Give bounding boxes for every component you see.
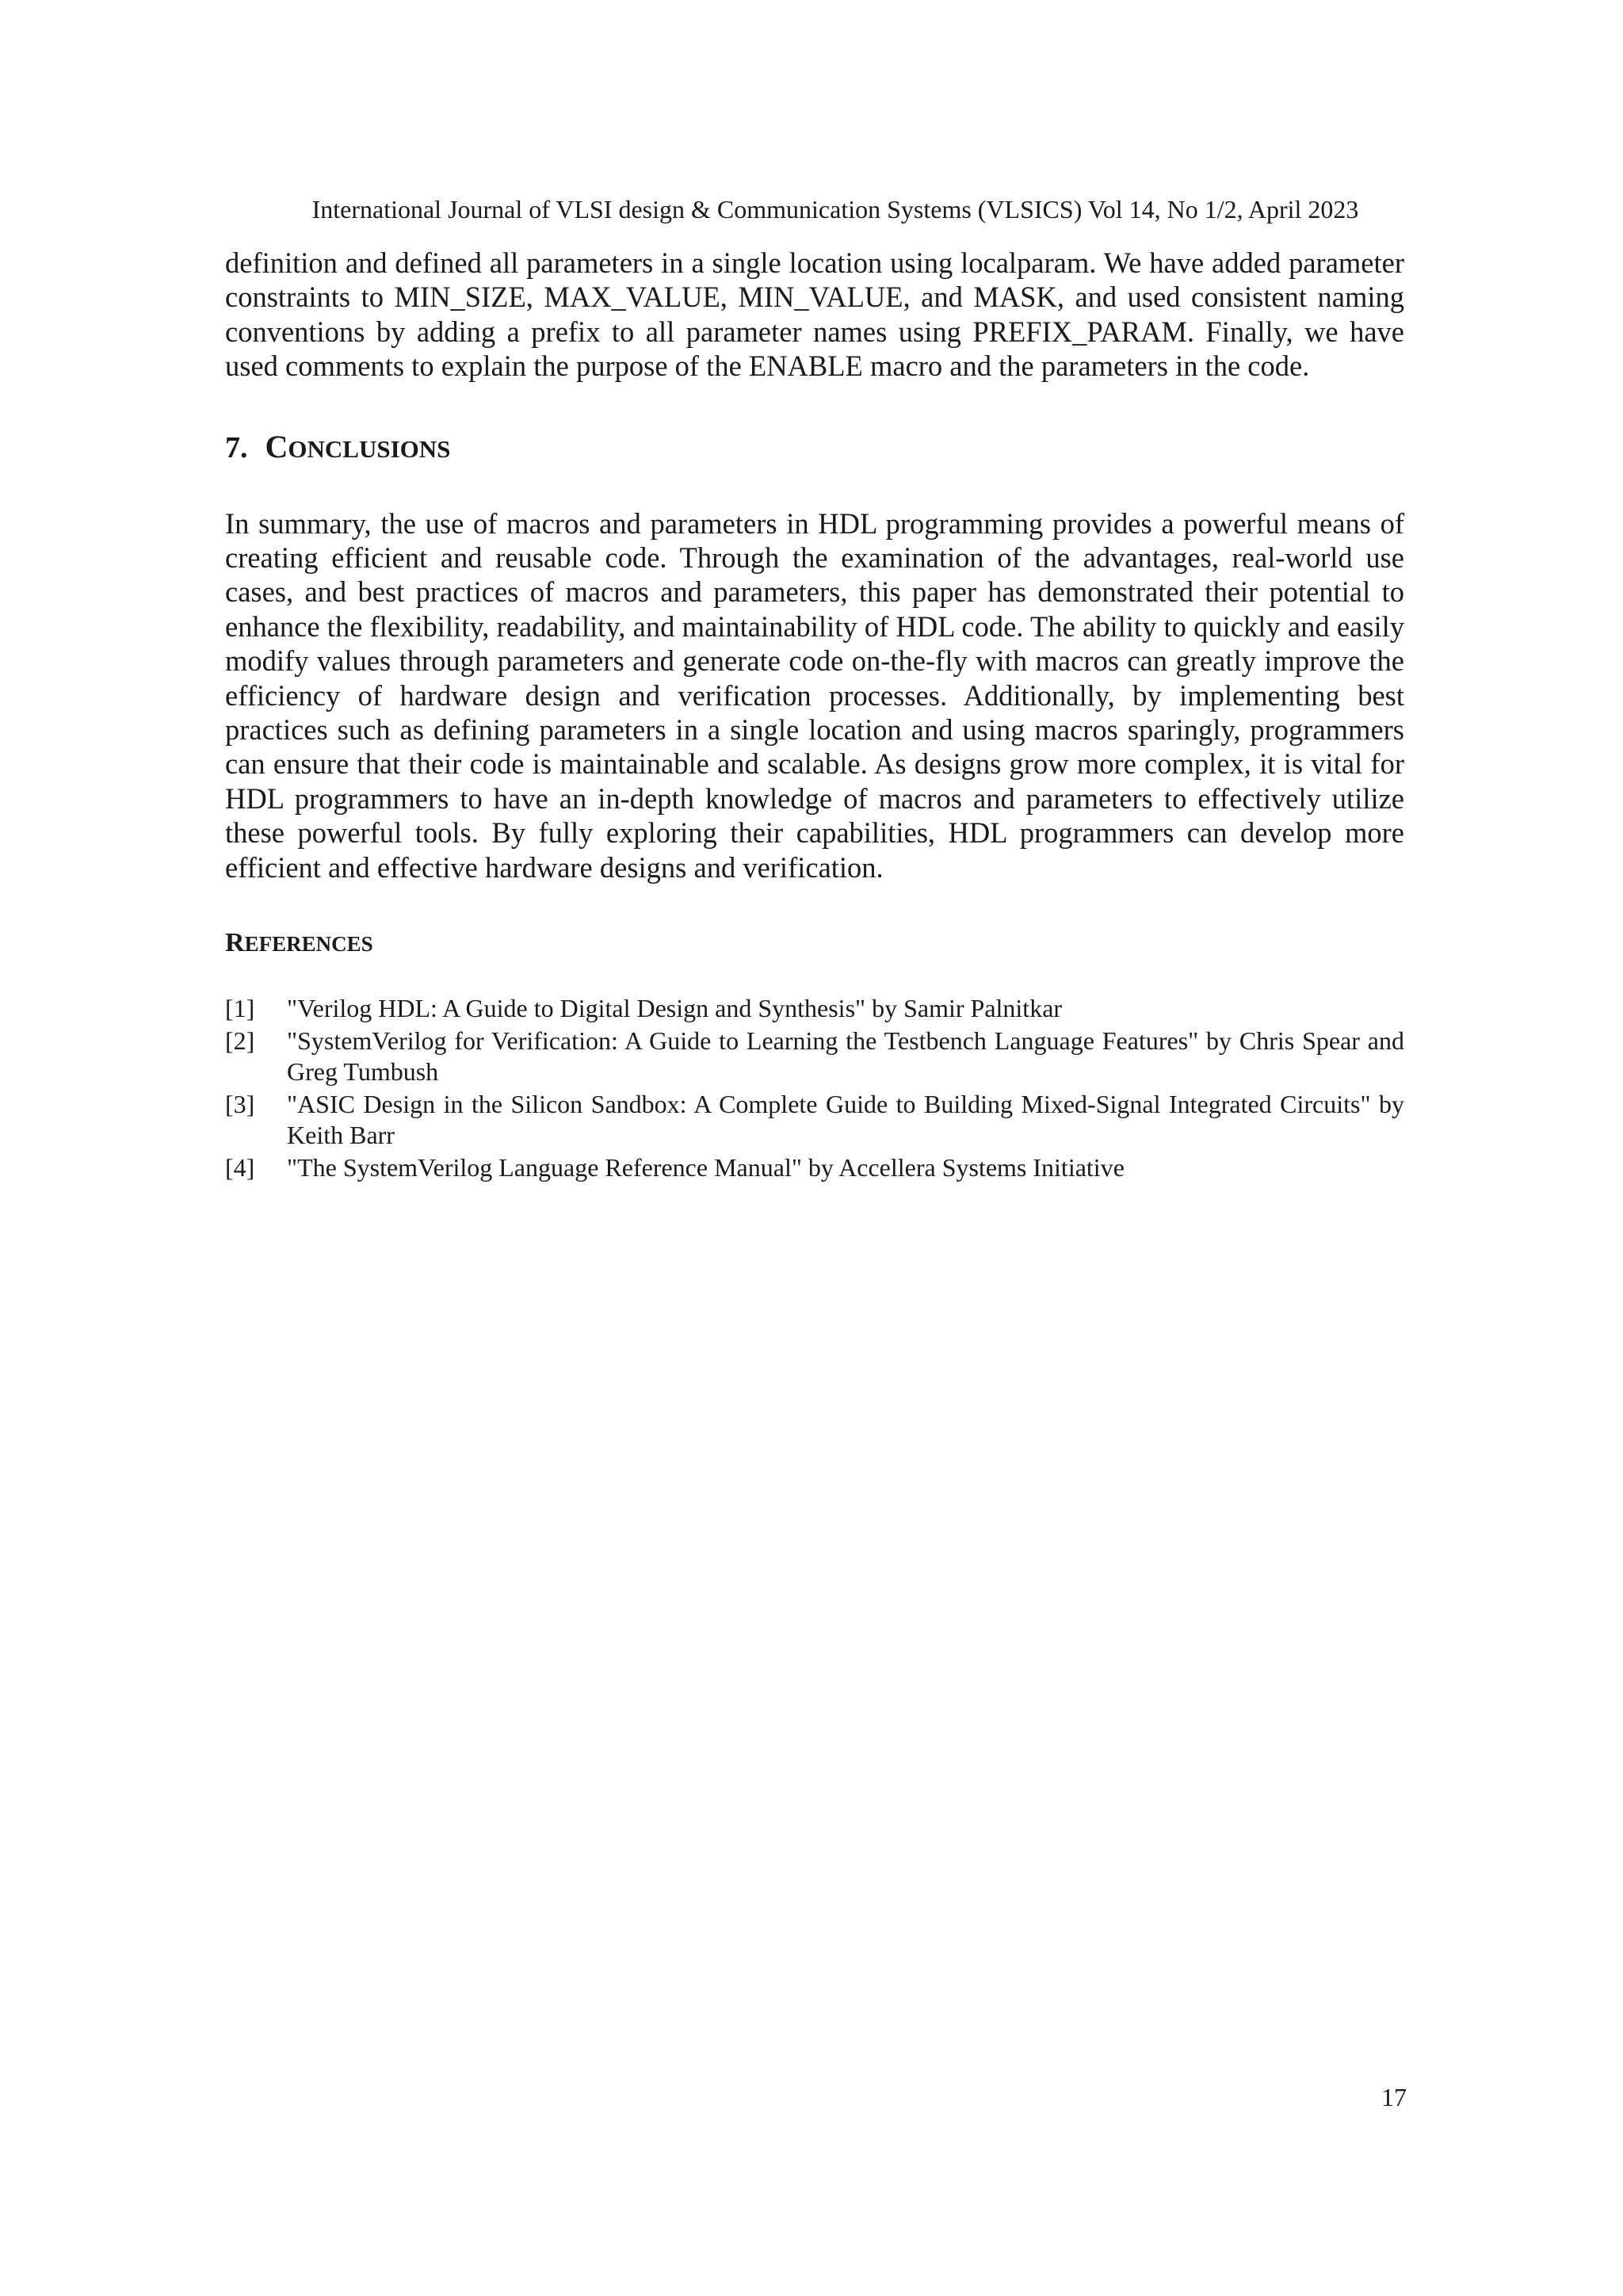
page-number: 17 (1381, 2083, 1407, 2111)
section-title-rest: ONCLUSIONS (288, 434, 451, 463)
references-title-initial: R (225, 928, 245, 958)
reference-item (225, 1026, 1404, 1087)
reference-item (225, 1152, 1404, 1183)
intro-paragraph: definition and defined all parameters in a single location using localparam. We have added parameter constraints to MIN_SIZE, MAX_VALUE, MIN_VALUE, and MASK, and used consistent naming conventions by adding a prefix to all parameter names using PREFIX_PARAM. Finally, we have used comments to explain the purpose of the ENABLE macro and the parameters in the code. (225, 246, 1404, 383)
reference-text: "SystemVerilog for Verification: A Guide to Learning the Testbench Language Features" by Chris Spear and Greg Tumbush (287, 1026, 1404, 1087)
reference-text: "Verilog HDL: A Guide to Digital Design and Synthesis" by Samir Palnitkar (287, 994, 1063, 1023)
section-heading-conclusions (225, 428, 1404, 468)
reference-number: [3] (225, 1090, 255, 1119)
references-heading (225, 926, 1404, 961)
section-title-initial: C (265, 428, 288, 464)
reference-number: [4] (225, 1153, 255, 1182)
section-title (265, 428, 451, 468)
reference-list (225, 993, 1404, 1183)
reference-item (225, 1089, 1404, 1151)
page-body (225, 246, 1404, 1185)
running-header: International Journal of VLSI design & Communication Systems (VLSICS) Vol 14, No 1/2, April 2023 (311, 195, 1359, 223)
conclusions-paragraph: In summary, the use of macros and parameters in HDL programming provides a powerful means of creating efficient and reusable code. Through the examination of the advantages, real-world use cases, and best practices of macros and parameters, this paper has demonstrated their potential to enhance the flexibility, readability, and maintainability of HDL code. The ability to quickly and easily modify values through parameters and generate code on-the-fly with macros can greatly improve the efficiency of hardware design and verification processes. Additionally, by implementing best practices such as defining parameters in a single location and using macros sparingly, programmers can ensure that their code is maintainable and scalable. As designs grow more complex, it is vital for HDL programmers to have an in-depth knowledge of macros and parameters to effectively utilize these powerful tools. By fully exploring their capabilities, HDL programmers can develop more efficient and effective hardware designs and verification. (225, 506, 1404, 884)
references-title-rest: EFERENCES (244, 932, 373, 957)
reference-text: "ASIC Design in the Silicon Sandbox: A Complete Guide to Building Mixed-Signal Integrated Circuits" by Keith Barr (287, 1090, 1404, 1150)
reference-number: [1] (225, 994, 255, 1023)
reference-number: [2] (225, 1026, 255, 1056)
reference-item (225, 993, 1404, 1024)
section-number: 7. (225, 430, 248, 464)
reference-text: "The SystemVerilog Language Reference Manual" by Accellera Systems Initiative (287, 1153, 1125, 1182)
